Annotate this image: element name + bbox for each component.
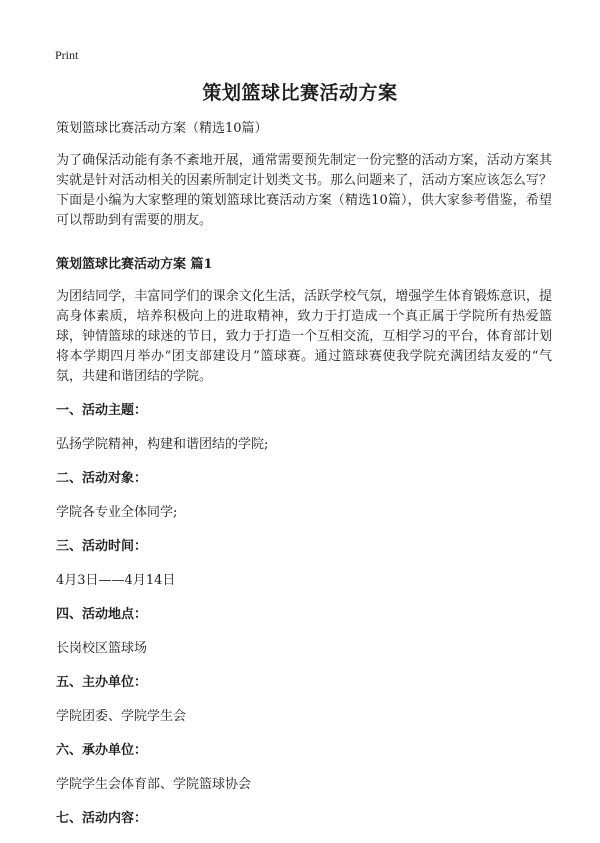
document-subtitle: 策划篮球比赛活动方案（精选10篇） xyxy=(56,121,268,136)
item-value: 弘扬学院精神，构建和谐团结的学院; xyxy=(56,437,269,452)
intro-paragraph: 为了确保活动能有条不紊地开展，通常需要预先制定一份完整的活动方案，活动方案其实就是针对活动相关的因素所制定计划类文书。那么问题来了，活动方案应该怎么写？下面是小编为大家整理的策划篮球比赛活动方案（精选10篇），供大家参考借鉴，希望可以帮助到有需要的朋友。 xyxy=(56,153,552,228)
item-audience xyxy=(56,469,552,523)
page-title: 策划篮球比赛活动方案 xyxy=(202,82,398,104)
item-value: 学院各专业全体同学; xyxy=(56,505,178,520)
document-body xyxy=(56,119,552,843)
item-heading: 三、活动时间： xyxy=(56,539,148,554)
item-value: 学院学生会体育部、学院篮球协会 xyxy=(56,777,252,792)
item-value: 长岗校区篮球场 xyxy=(56,641,148,656)
item-theme xyxy=(56,401,552,455)
item-content xyxy=(56,809,552,829)
item-value: 4月3日——4月14日 xyxy=(56,573,176,588)
item-heading: 四、活动地点： xyxy=(56,607,148,622)
item-time xyxy=(56,537,552,591)
item-organizer xyxy=(56,673,552,727)
item-heading: 七、活动内容： xyxy=(56,811,148,826)
section-title: 策划篮球比赛活动方案 篇1 xyxy=(56,257,213,272)
item-heading: 五、主办单位： xyxy=(56,675,148,690)
section-intro-paragraph: 为团结同学，丰富同学们的课余文化生活，活跃学校气氛，增强学生体育锻炼意识，提高身体素质，培养积极向上的进取精神，致力于打造成一个真正属于学院所有热爱篮球，钟情篮球的球迷的节日，致力于打造一个互相交流，互相学习的平台，体育部计划将本学期四月举办“团支部建设月”篮球赛。通过篮球赛使我学院充满团结友爱的“气氛，共建和谐团结的学院。 xyxy=(56,289,552,384)
item-heading: 一、活动主题： xyxy=(56,403,148,418)
item-value: 学院团委、学院学生会 xyxy=(56,709,187,724)
item-host xyxy=(56,741,552,795)
item-location xyxy=(56,605,552,659)
print-link[interactable]: Print xyxy=(55,48,79,62)
item-heading: 二、活动对象： xyxy=(56,471,148,486)
item-heading: 六、承办单位： xyxy=(56,743,148,758)
